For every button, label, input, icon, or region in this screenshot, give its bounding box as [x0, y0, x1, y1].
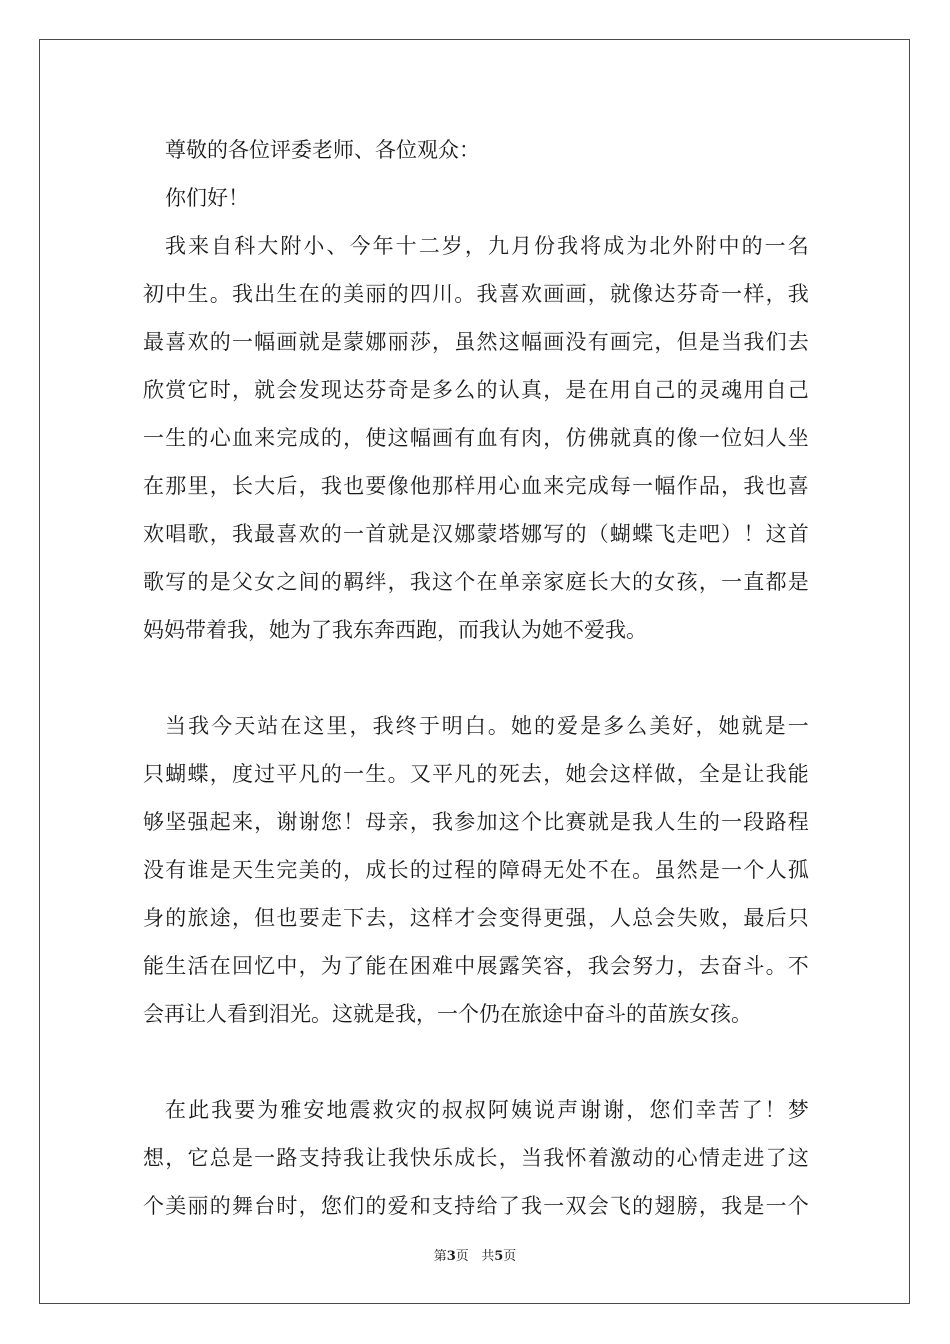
- footer-current-page: 3: [446, 1249, 456, 1264]
- footer-total-pages: 5: [494, 1249, 504, 1264]
- paragraph-1-line-7: 欢 唱 歌 ， 我 最 喜 欢 的 一 首 就 是 汉 娜 蒙 塔 娜 写 的 （ 蝴 蝶 飞 走 吧 ） ！ 这 首: [143, 522, 809, 546]
- paragraph-3-line-1: 在 此 我 要 为 雅 安 地 震 救 灾 的 叔 叔 阿 姨 说 声 谢 谢 ， 您 们 幸 苦 了 ！ 梦: [165, 1098, 809, 1122]
- footer-prefix: 第: [433, 1249, 447, 1264]
- paragraph-1-line-4: 欣 赏 它 时 ， 就 会 发 现 达 芬 奇 是 多 么 的 认 真 ， 是 在 用 自 己 的 灵 魂 用 自 己: [143, 378, 809, 402]
- paragraph-1-line-9: 妈妈带着我，她为了我东奔西跑，而我认为她不爱我。: [143, 618, 647, 642]
- paragraph-1-line-1: 我 来 自 科 大 附 小 、 今 年 十 二 岁 ， 九 月 份 我 将 成 为 北 外 附 中 的 一 名: [165, 234, 809, 258]
- paragraph-3-line-2: 想 ， 它 总 是 一 路 支 持 我 让 我 快 乐 成 长 ， 当 我 怀 着 激 动 的 心 情 走 进 了 这: [143, 1146, 809, 1170]
- paragraph-3-line-3: 个 美 丽 的 舞 台 时 ， 您 们 的 爱 和 支 持 给 了 我 一 双 会 飞 的 翅 膀 ， 我 是 一 个: [143, 1194, 809, 1218]
- footer-total-suffix: 页: [503, 1249, 517, 1264]
- paragraph-1-line-5: 一 生 的 心 血 来 完 成 的 ， 使 这 幅 画 有 血 有 肉 ， 仿 佛 就 真 的 像 一 位 妇 人 坐: [143, 426, 809, 450]
- footer-total-prefix: 共: [481, 1249, 495, 1264]
- paragraph-1-line-2: 初 中 生 。 我 出 生 在 的 美 丽 的 四 川 。 我 喜 欢 画 画 ， 就 像 达 芬 奇 一 样 ， 我: [143, 282, 809, 306]
- greeting-line: 尊敬的各位评委老师、各位观众：: [165, 138, 480, 162]
- paragraph-1-line-3: 最 喜 欢 的 一 幅 画 就 是 蒙 娜 丽 莎 ， 虽 然 这 幅 画 没 有 画 完 ， 但 是 当 我 们 去: [143, 330, 809, 354]
- paragraph-1-line-6: 在 那 里 ， 长 大 后 ， 我 也 要 像 他 那 样 用 心 血 来 完 成 每 一 幅 作 品 ， 我 也 喜: [143, 474, 809, 498]
- paragraph-2-line-7: 会再让人看到泪光。这就是我，一个仍在旅途中奋斗的苗族女孩。: [143, 1002, 752, 1026]
- paragraph-2-line-3: 够 坚 强 起 来 ， 谢 谢 您 ！ 母 亲 ， 我 参 加 这 个 比 赛 就 是 我 人 生 的 一 段 路 程: [143, 810, 809, 834]
- paragraph-2-line-1: 当 我 今 天 站 在 这 里 ， 我 终 于 明 白 。 她 的 爱 是 多 么 美 好 ， 她 就 是 一: [165, 714, 809, 738]
- paragraph-1-line-8: 歌 写 的 是 父 女 之 间 的 羁 绊 ， 我 这 个 在 单 亲 家 庭 长 大 的 女 孩 ， 一 直 都 是: [143, 570, 809, 594]
- salutation-line: 你们好！: [165, 186, 249, 210]
- page-footer: [0, 1248, 950, 1266]
- footer-page-suffix: 页: [455, 1249, 469, 1264]
- paragraph-2-line-4: 没 有 谁 是 天 生 完 美 的 ， 成 长 的 过 程 的 障 碍 无 处 不 在 。 虽 然 是 一 个 人 孤: [143, 858, 809, 882]
- paragraph-2-line-6: 能 生 活 在 回 忆 中 ， 为 了 能 在 困 难 中 展 露 笑 容 ， 我 会 努 力 ， 去 奋 斗 。 不: [143, 954, 809, 978]
- paragraph-2-line-2: 只 蝴 蝶 ， 度 过 平 凡 的 一 生 。 又 平 凡 的 死 去 ， 她 会 这 样 做 ， 全 是 让 我 能: [143, 762, 809, 786]
- paragraph-2-line-5: 身 的 旅 途 ， 但 也 要 走 下 去 ， 这 样 才 会 变 得 更 强 ， 人 总 会 失 败 ， 最 后 只: [143, 906, 809, 930]
